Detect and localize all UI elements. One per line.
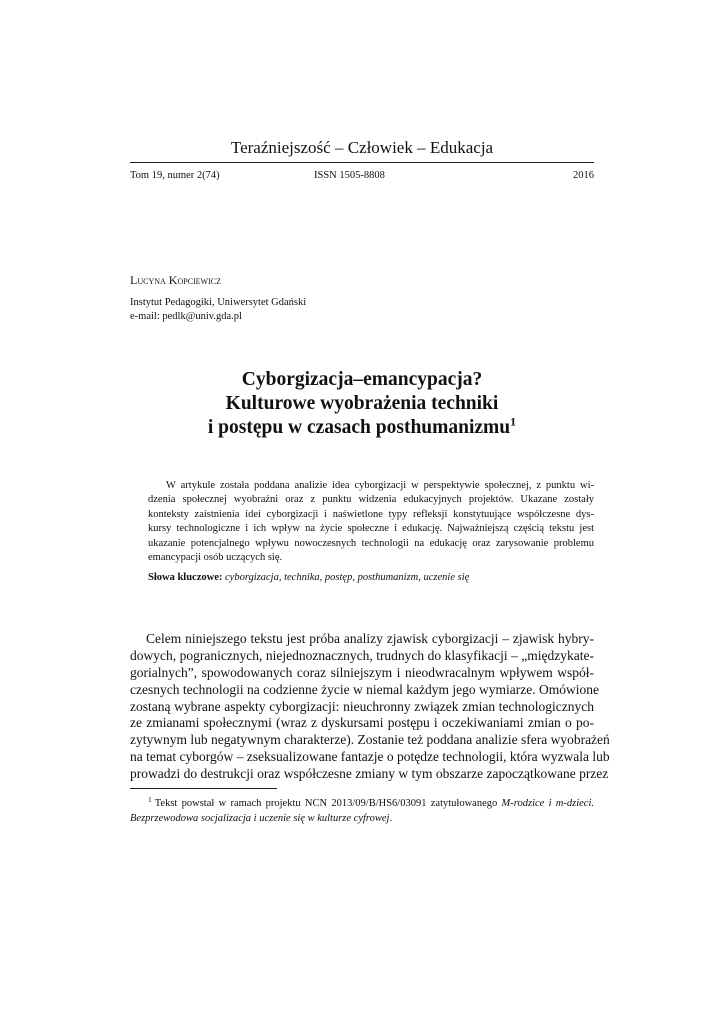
abstract-line: emancypacji osób uczących się.	[148, 551, 283, 563]
keywords-list: cyborgizacja, technika, postęp, posthumanizm, uczenie się	[225, 572, 470, 583]
body-line: Celem niniejszego tekstu jest próba analizy zjawisk cyborgizacji – zjawisk hybry-	[146, 631, 594, 646]
volume-number: Tom 19, numer 2(74)	[130, 170, 220, 181]
footnote-period: .	[389, 812, 393, 824]
body-line: gorialnych”, spowodowanych coraz silniejszym i nieodwracalnym wpływem współ-	[130, 664, 594, 680]
body-line: czesnych technologii na codzienne życie w niemal każdym jego wymiarze. Omówione	[130, 681, 599, 697]
footnote-text: Tekst powstał w ramach projektu NCN 2013/09/B/HS6/03091 zatytułowanego	[154, 798, 498, 809]
footnote-line	[130, 812, 594, 827]
title-line: Kulturowe wyobrażenia techniki	[225, 393, 499, 414]
title-footnote-mark[interactable]: 1	[510, 414, 517, 429]
body-line: ze zmianami społecznymi (wraz z dyskursami postępu i oczekiwaniami zmian o po-	[130, 715, 594, 731]
article-title	[130, 368, 594, 440]
abstract-line: kursy technologiczne i ich wpływ na życie społeczne i edukację. Najważniejszą częścią tekstu jest	[148, 523, 594, 535]
keywords	[148, 571, 594, 585]
body-line: prowadzi do destrukcji oraz współczesne zmiany w tym obszarze zapoczątkowane przez	[130, 766, 609, 782]
abstract-line: dzenia społecznej wyobraźni oraz z punktu widzenia edukacyjnych projektów. Ukazane zostały	[148, 494, 594, 506]
footnote-italic-title: M-rodzice i m-dzieci.	[501, 798, 595, 809]
title-line: Cyborgizacja–emancypacja?	[241, 369, 483, 390]
body-line: dowych, pogranicznych, niejednoznacznych, trudnych do klasyfikacji – „międzykate-	[130, 647, 594, 663]
journal-title: Teraźniejszość – Człowiek – Edukacja	[230, 138, 494, 157]
abstract-line: konteksty zaistnienia idei cyborgizacji i naświetlone typy refleksji konstytuujące współczesne dys-	[148, 508, 594, 520]
body-line: zostaną wybrane aspekty cyborgizacji: nieuchronny związek zmian technologicznych	[130, 698, 594, 714]
author-institution: Instytut Pedagogiki, Uniwersytet Gdański	[130, 297, 307, 308]
issn: ISSN 1505-8808	[314, 170, 385, 181]
body-line: na temat cyborgów – zseksualizowane fantazje o potędze technologii, która wyzwala lub	[130, 749, 610, 765]
footnote-line	[130, 794, 595, 812]
abstract-line: ukazanie potencjalnego wpływu nowoczesnych technologii na edukację oraz zarysowanie problemu	[148, 537, 594, 549]
title-line	[130, 416, 594, 440]
publication-year: 2016	[573, 170, 594, 181]
footnote-rule	[130, 788, 277, 789]
footnote-italic-subtitle: Bezprzewodowa socjalizacja i uczenie się w kulturze cyfrowej	[130, 812, 390, 824]
body-text	[130, 631, 610, 783]
keywords-label: Słowa kluczowe:	[148, 572, 223, 583]
author-name: Lucyna Kopciewicz	[130, 273, 221, 287]
footnote-mark: 1	[148, 794, 152, 804]
abstract	[148, 479, 594, 565]
header-rule	[130, 162, 594, 163]
body-line: zytywnym lub negatywnym charakterze). Zostanie też poddana analizie sfera wyobrażeń	[130, 732, 610, 748]
author-email[interactable]: e-mail: pedlk@univ.gda.pl	[130, 311, 242, 322]
title-line-text: i postępu w czasach posthumanizmu	[207, 417, 511, 438]
footnote	[130, 794, 595, 826]
abstract-line: W artykule została poddana analizie idea cyborgizacji w perspektywie społecznej, z punktu wi-	[166, 480, 594, 491]
